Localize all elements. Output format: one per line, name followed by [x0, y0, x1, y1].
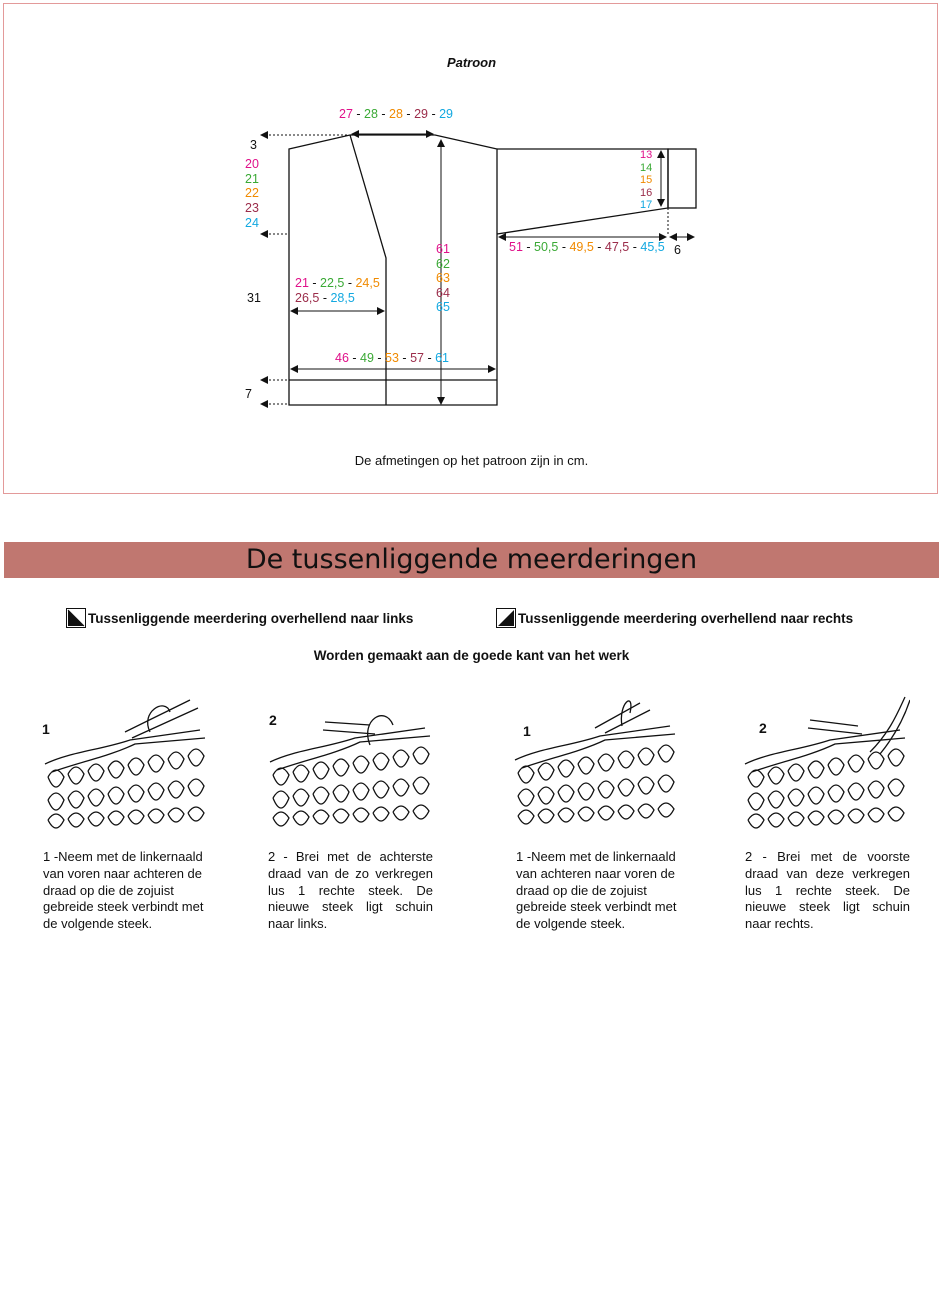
svg-text:26,5 - 28,5: 26,5 - 28,5 [295, 291, 355, 305]
knitting-illustration-left-step1 [40, 692, 210, 837]
step-description: 2 - Brei met de voorste draad van deze verkregen lus 1 rechte steek. De nieuwe steek ligt schuin naar rechts. [745, 849, 910, 932]
subheading: Worden gemaakt aan de goede kant van het werk [313, 648, 630, 663]
svg-text:63: 63 [436, 271, 450, 285]
step-description: 1 -Neem met de linkernaald van voren naar achteren de draad op die de zojuist gebreide steek verbindt met de volgende steek. [43, 849, 204, 932]
right-increase-heading: Tussenliggende meerdering overhellend naar rechts [496, 608, 853, 628]
step-description: 1 -Neem met de linkernaald van achteren naar voren de draad op die de zojuist gebreide steek verbindt met de volgende steek. [516, 849, 677, 932]
step-number: 2 [759, 720, 767, 736]
front-width-label: 21 - 22,5 - 24,5 [295, 276, 380, 290]
svg-text:15: 15 [640, 174, 653, 186]
sleeve-width-label [640, 149, 652, 211]
svg-text:21: 21 [245, 172, 259, 186]
knitting-illustration-right-step1 [510, 688, 680, 833]
svg-text:23: 23 [245, 201, 259, 215]
svg-text:17: 17 [640, 199, 653, 211]
svg-text:14: 14 [640, 162, 653, 174]
svg-text:62: 62 [436, 257, 450, 271]
pattern-caption: De afmetingen op het patroon zijn in cm. [354, 453, 589, 468]
left-increase-heading: Tussenliggende meerdering overhellend naar links [66, 608, 413, 628]
step-number: 1 [523, 723, 531, 739]
step-number: 1 [42, 721, 50, 737]
left-slant-triangle-icon [66, 608, 86, 628]
svg-text:64: 64 [436, 286, 450, 300]
svg-text:61: 61 [436, 242, 450, 256]
section-banner [4, 542, 939, 578]
body-side-length-label: 31 [247, 291, 261, 305]
neck-width-label: 27 - 28 - 28 - 29 - 29 [339, 107, 453, 121]
svg-text:24: 24 [245, 216, 259, 230]
banner-title: De tussenliggende meerderingen [245, 544, 698, 575]
body-width-label: 46 - 49 - 53 - 57 - 61 [335, 351, 449, 365]
cuff-length-label: 6 [674, 243, 681, 257]
cuff-outline [668, 149, 696, 208]
svg-text:16: 16 [640, 187, 653, 199]
total-length-label [436, 242, 450, 314]
step-description: 2 - Brei met de achterste draad van de zo verkregen lus 1 rechte steek. De nieuwe steek ligt schuin naar links. [268, 849, 433, 932]
right-slant-triangle-icon [496, 608, 516, 628]
shoulder-drop-label: 3 [250, 138, 257, 152]
step-number: 2 [269, 712, 277, 728]
svg-text:22: 22 [245, 186, 259, 200]
knitting-illustration-right-step2 [740, 692, 910, 837]
svg-text:65: 65 [436, 300, 450, 314]
knitting-illustration-left-step2 [265, 690, 435, 835]
svg-text:20: 20 [245, 157, 259, 171]
svg-text:13: 13 [640, 149, 653, 161]
pattern-title: Patroon [446, 55, 497, 70]
sleeve-length-label: 51 - 50,5 - 49,5 - 47,5 - 45,5 [509, 240, 665, 254]
ribbing-height-label: 7 [245, 387, 252, 401]
sweater-schematic [0, 0, 943, 500]
armhole-depth-label [245, 157, 259, 230]
